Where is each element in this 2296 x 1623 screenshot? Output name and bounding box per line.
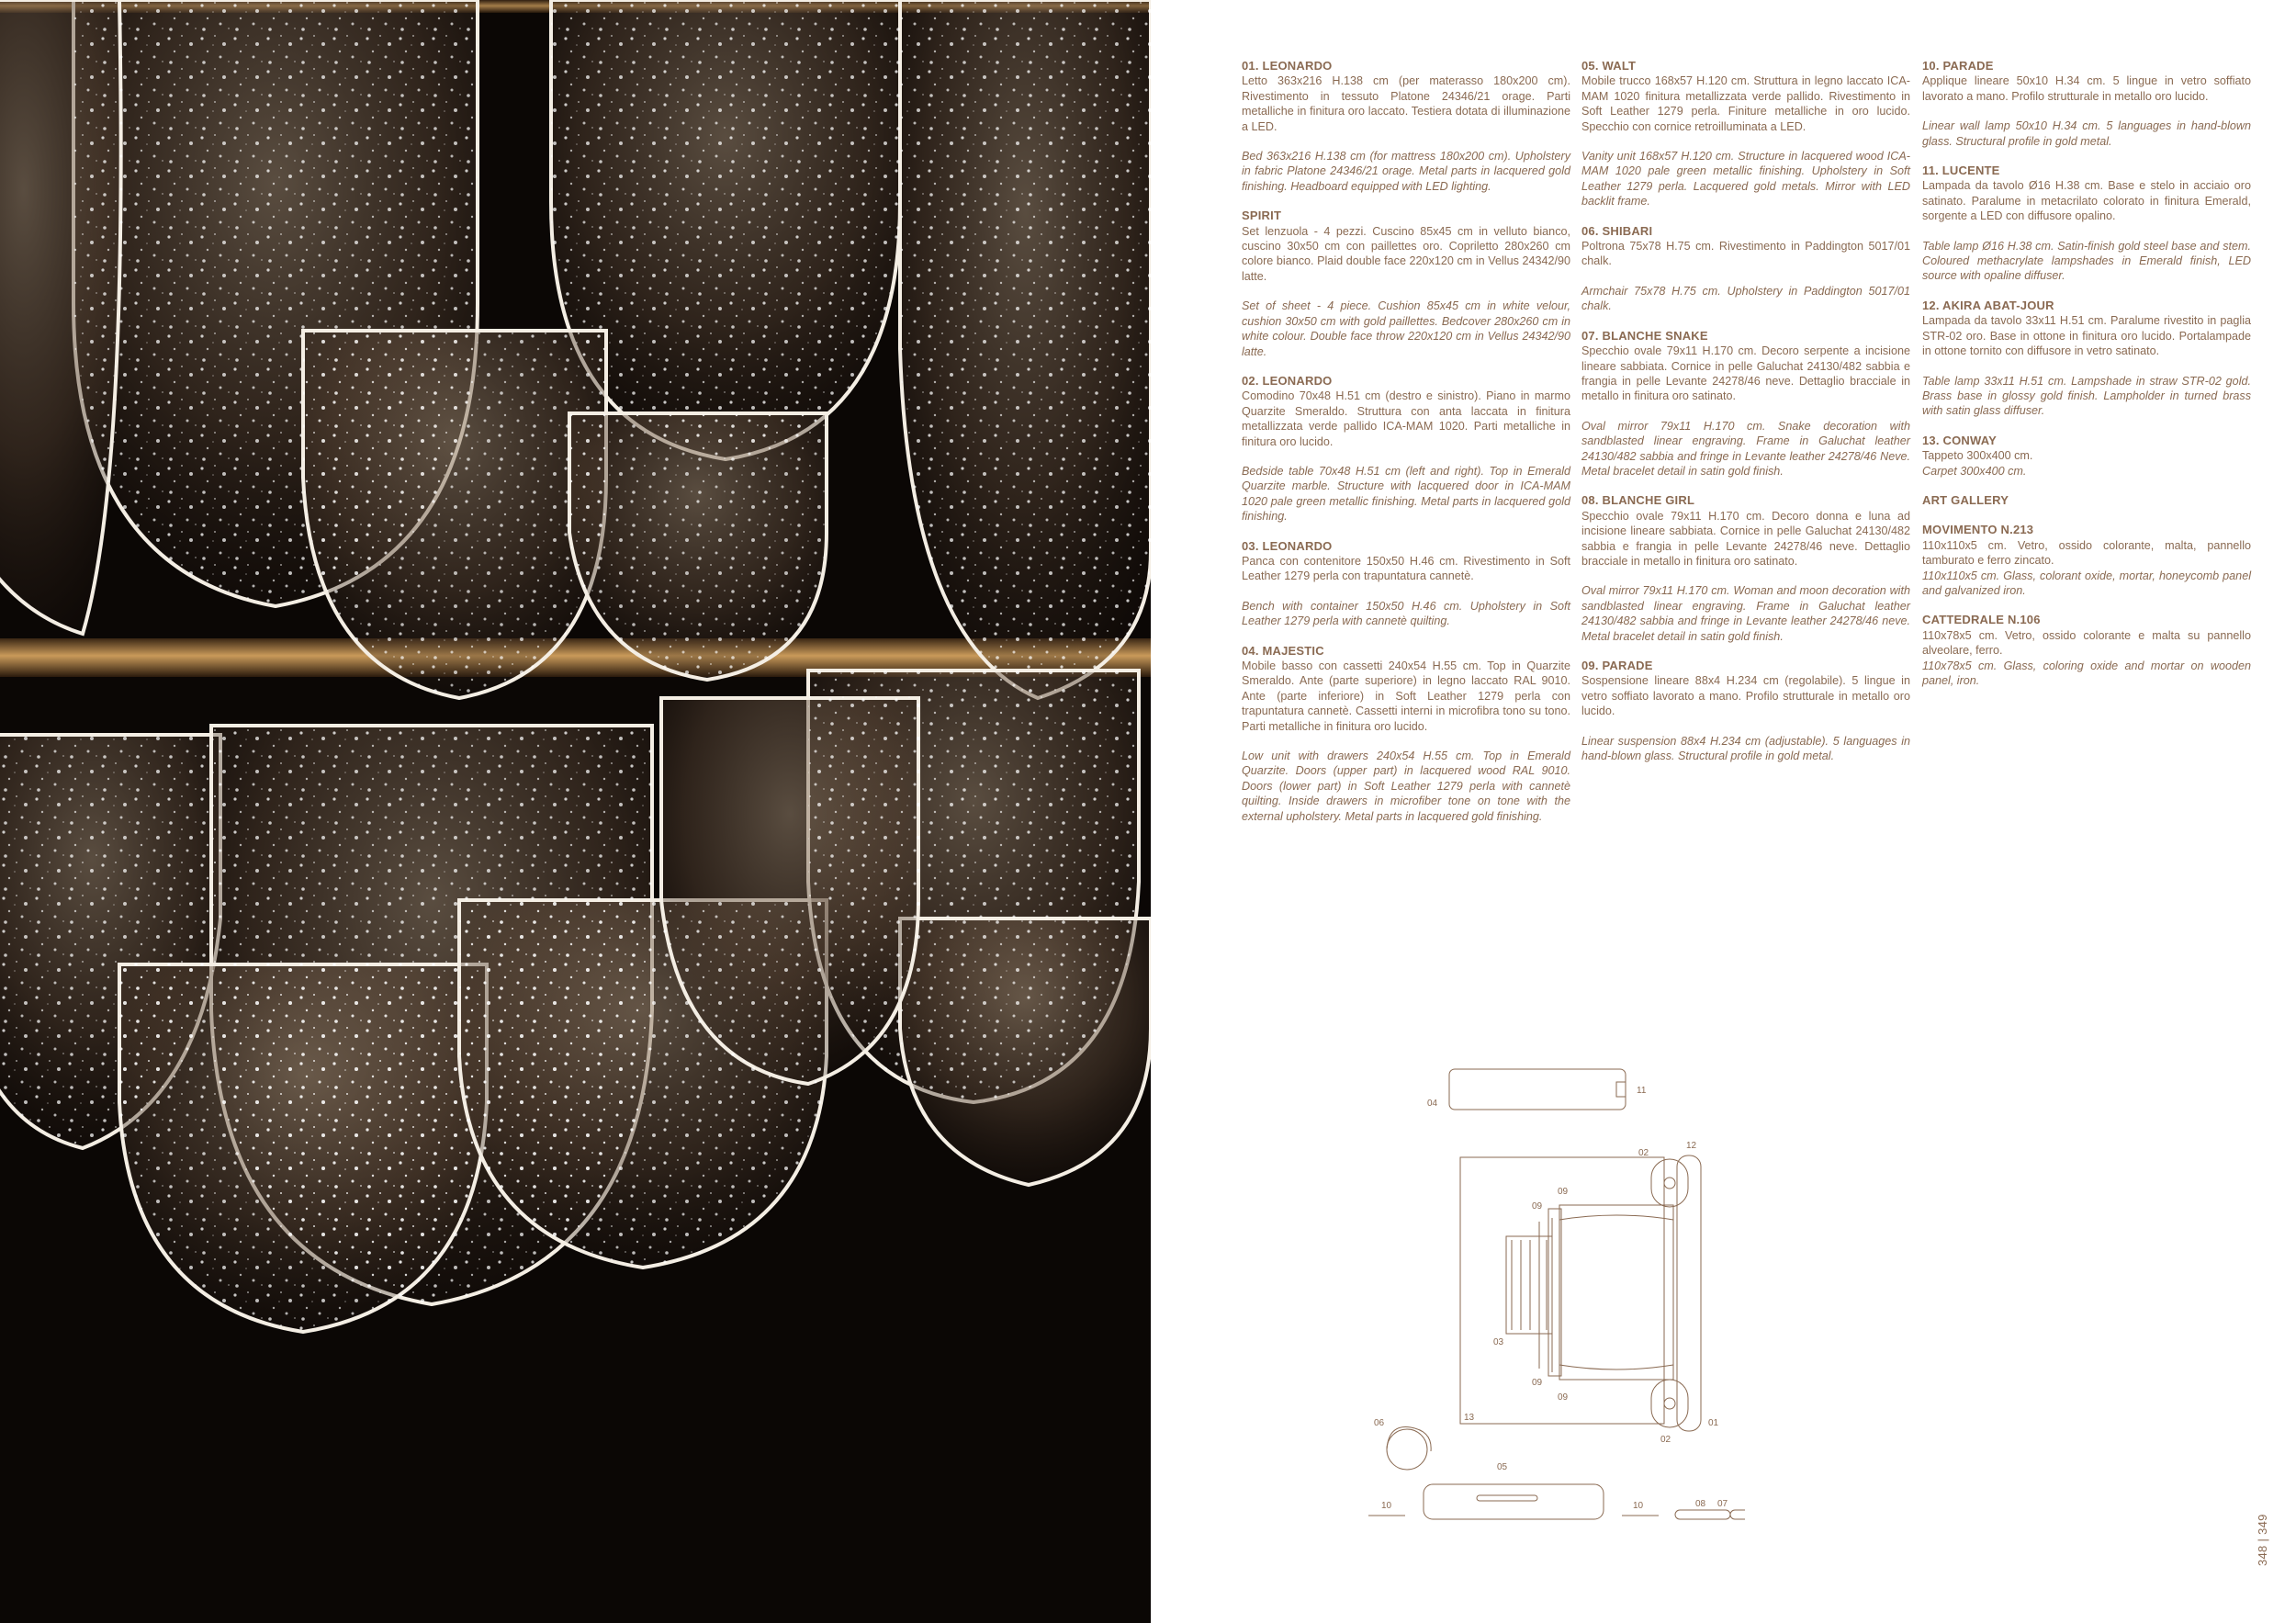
- entry-english-description: 110x78x5 cm. Glass, coloring oxide and mortar on wooden panel, iron.: [1922, 659, 2251, 687]
- entry-shibari: [1581, 224, 1910, 314]
- entry-english-description: Low unit with drawers 240x54 H.55 cm. Top in Emerald Quarzite. Doors (upper part) in lacquered wood RAL 9010. Doors (lower part) in Soft Leather 1279 perla with cannetè quilting. Inside drawers in microfiber tone on tone with the external upholstery. Metal parts in lacquered gold finishing.: [1242, 750, 1570, 823]
- entry-title: 02. LEONARDO: [1242, 373, 1333, 388]
- plan-label: 10: [1633, 1501, 1644, 1511]
- section-art-gallery: [1922, 493, 2251, 508]
- entry-movimento: [1922, 523, 2251, 598]
- plan-label: 13: [1464, 1413, 1475, 1423]
- entry-italian-description: Sospensione lineare 88x4 H.234 cm (regolabile). 5 lingue in vetro soffiato lavorato a mano. Profilo strutturale in metallo oro lucido.: [1581, 674, 1910, 718]
- entry-title: 10. PARADE: [1922, 59, 1994, 73]
- entry-english-description: Linear suspension 88x4 H.234 cm (adjustable). 5 languages in hand-blown glass. Structural profile in gold metal.: [1581, 734, 1910, 763]
- entry-english-description: Vanity unit 168x57 H.120 cm. Structure in lacquered wood ICA-MAM 1020 pale green metallic finishing. Upholstery in Soft Leather 1279 perla. Lacquered gold metals. Mirror with LED backlit frame.: [1581, 150, 1910, 209]
- floor-plan-diagram: [1359, 1056, 1745, 1534]
- entry-title: 06. SHIBARI: [1581, 223, 1653, 238]
- entry-title: 08. BLANCHE GIRL: [1581, 493, 1695, 508]
- entry-english-description: Oval mirror 79x11 H.170 cm. Woman and moon decoration with sandblasted linear engraving. Frame in Galuchat leather 24130/482 sabbia and fringe in Levante leather 24278/46 neve. Metal bracelet detail in satin gold finish.: [1581, 584, 1910, 643]
- section-title: ART GALLERY: [1922, 492, 2009, 507]
- entry-english-description: Table lamp 33x11 H.51 cm. Lampshade in straw STR-02 gold. Brass base in glossy gold finish. Lampholder in turned brass with satin glass diffuser.: [1922, 374, 2251, 418]
- entry-english-description: Oval mirror 79x11 H.170 cm. Snake decoration with sandblasted linear engraving. Frame in Galuchat leather 24130/482 sabbia and fringe in Levante leather 24278/46 Neve. Metal bracelet detail in satin gold finish.: [1581, 419, 1910, 478]
- entry-english-description: Bed 363x216 H.138 cm (for mattress 180x200 cm). Upholstery in fabric Platone 24346/21 orage. Metal parts in lacquered gold finishing. Headboard equipped with LED lighting.: [1242, 150, 1570, 193]
- entry-english-description: Carpet 300x400 cm.: [1922, 464, 2027, 478]
- entry-leonardo-bedside: [1242, 374, 1570, 524]
- plan-label: 11: [1637, 1086, 1647, 1096]
- entry-italian-description: Lampada da tavolo 33x11 H.51 cm. Paralume rivestito in paglia STR-02 oro. Base in ottone in finitura oro lucido. Portalampade in ottone tornito con diffusore in vetro satinato.: [1922, 314, 2251, 358]
- entry-conway: [1922, 434, 2251, 479]
- plan-label: 03: [1493, 1337, 1504, 1347]
- text-column-3: [1922, 59, 2251, 703]
- plan-label: 07: [1717, 1499, 1728, 1509]
- entry-english-description: Bedside table 70x48 H.51 cm (left and right). Top in Emerald Quarzite marble. Structure with lacquered door in ICA-MAM 1020 pale green metallic finishing. Metal parts in lacquered gold finishing.: [1242, 464, 1570, 524]
- entry-italian-description: Mobile basso con cassetti 240x54 H.55 cm. Top in Quarzite Smeraldo. Ante (parte superiore) in legno laccato RAL 9010. Ante (parte inferiore) in Soft Leather 1279 perla con trapuntatura cannetè. Cassetti interni in microfibra tono su tono. Parti metalliche in finitura oro lucido.: [1242, 659, 1570, 733]
- entry-italian-description: Applique lineare 50x10 H.34 cm. 5 lingue in vetro soffiato lavorato a mano. Profilo strutturale in metallo oro lucido.: [1922, 74, 2251, 103]
- entry-english-description: Bench with container 150x50 H.46 cm. Upholstery in Soft Leather 1279 perla with cannetè quilting.: [1242, 599, 1570, 628]
- entry-italian-description: Specchio ovale 79x11 H.170 cm. Decoro donna e luna ad incisione lineare sabbiata. Cornice in pelle Galuchat 24130/482 sabbia e frangia in pelle Levante 24278/46 neve. Dettaglio bracciale in metallo in finitura oro satinato.: [1581, 509, 1910, 568]
- entry-title: CATTEDRALE N.106: [1922, 613, 2041, 627]
- entry-majestic: [1242, 644, 1570, 824]
- entry-italian-description: Tappeto 300x400 cm.: [1922, 449, 2033, 463]
- plan-bedside-top: [1651, 1159, 1688, 1207]
- entry-italian-description: Letto 363x216 H.138 cm (per materasso 180x200 cm). Rivestimento in tessuto Platone 24346/21 orage. Parti metalliche in finitura oro laccato. Testiera dotata di illuminazione a LED.: [1242, 74, 1570, 133]
- plan-carpet: [1460, 1157, 1664, 1424]
- entry-italian-description: 110x110x5 cm. Vetro, ossido colorante, malta, pannello tamburato e ferro zincato.: [1922, 538, 2251, 568]
- entry-title: SPIRIT: [1242, 209, 1282, 223]
- entry-title: 09. PARADE: [1581, 659, 1653, 672]
- entry-title: 07. BLANCHE SNAKE: [1581, 328, 1708, 343]
- text-column-1: [1242, 59, 1570, 839]
- entry-cattedrale: [1922, 613, 2251, 688]
- entry-title: 03. LEONARDO: [1242, 538, 1333, 553]
- entry-italian-description: Comodino 70x48 H.51 cm (destro e sinistro). Piano in marmo Quarzite Smeraldo. Struttura con anta laccata in finitura metallizzata verde pallido ICA-MAM 1020. Parti metalliche in finitura oro lucido.: [1242, 389, 1570, 448]
- entry-akira: [1922, 299, 2251, 419]
- entry-english-description: Set of sheet - 4 piece. Cushion 85x45 cm in white velour, cushion 30x50 cm with gold paillettes. Bedcover 280x260 cm in white colour. Double face throw 220x120 cm in Vellus 24342/90 latte.: [1242, 299, 1570, 358]
- entry-title: MOVIMENTO N.213: [1922, 523, 2034, 537]
- entry-parade-suspension: [1581, 659, 1910, 763]
- plan-label: 08: [1695, 1499, 1706, 1509]
- plan-label: 09: [1558, 1187, 1569, 1197]
- entry-title: 01. LEONARDO: [1242, 59, 1333, 73]
- entry-walt: [1581, 59, 1910, 209]
- plan-label: 01: [1708, 1418, 1719, 1428]
- entry-title: 13. CONWAY: [1922, 433, 1997, 447]
- plan-label: 12: [1686, 1141, 1697, 1151]
- plan-bench: [1506, 1236, 1552, 1334]
- entry-title: 12. AKIRA ABAT-JOUR: [1922, 298, 2054, 312]
- plan-label: 06: [1374, 1418, 1385, 1428]
- plan-label: 02: [1638, 1148, 1649, 1158]
- entry-english-description: Table lamp Ø16 H.38 cm. Satin-finish gold steel base and stem. Coloured methacrylate lampshades in Emerald finish, LED source with opaline diffuser.: [1922, 239, 2251, 283]
- entry-italian-description: Set lenzuola - 4 pezzi. Cuscino 85x45 cm in velluto bianco, cuscino 30x50 cm con paillettes oro. Copriletto 280x260 cm colore bianco. Plaid double face 220x120 cm in Vellus 24342/90 latte.: [1242, 224, 1570, 283]
- entry-italian-description: Panca con contenitore 150x50 H.46 cm. Rivestimento in Soft Leather 1279 perla con trapuntatura cannetè.: [1242, 554, 1570, 583]
- entry-italian-description: Lampada da tavolo Ø16 H.38 cm. Base e stelo in acciaio oro satinato. Paralume in metacrilato colorato in finitura Emerald, sorgente a LED con diffusore opalino.: [1922, 179, 2251, 223]
- entry-italian-description: 110x78x5 cm. Vetro, ossido colorante e malta su pannello alveolare, ferro.: [1922, 628, 2251, 658]
- entry-parade-wall: [1922, 59, 2251, 149]
- entry-italian-description: Specchio ovale 79x11 H.170 cm. Decoro serpente a incisione lineare sabbiata. Cornice in pelle Galuchat 24130/482 sabbia e frangia in pelle Levante 24278/46 neve. Dettaglio bracciale in metallo in finitura oro satinato.: [1581, 344, 1910, 403]
- plan-label: 04: [1427, 1099, 1438, 1109]
- page-number: 348 | 349: [2256, 1514, 2269, 1566]
- entry-italian-description: Mobile trucco 168x57 H.120 cm. Struttura in legno laccato ICA-MAM 1020 finitura metallizzata verde pallido. Rivestimento in Soft Leather 1279 perla. Finiture metalliche in oro lucido. Specchio con cornice retroilluminata a LED.: [1581, 74, 1910, 133]
- plan-label: 02: [1660, 1435, 1671, 1445]
- plan-label: 05: [1497, 1462, 1508, 1472]
- entry-spirit: [1242, 209, 1570, 359]
- entry-lucente: [1922, 163, 2251, 284]
- entry-italian-description: Poltrona 75x78 H.75 cm. Rivestimento in Paddington 5017/01 chalk.: [1581, 240, 1910, 268]
- plan-bedside-bottom: [1651, 1380, 1688, 1427]
- entry-blanche-girl: [1581, 493, 1910, 644]
- entry-leonardo-bench: [1242, 539, 1570, 629]
- entry-title: 05. WALT: [1581, 59, 1637, 73]
- plan-label: 09: [1532, 1201, 1543, 1212]
- entry-title: 04. MAJESTIC: [1242, 643, 1324, 658]
- plan-vanity: [1424, 1484, 1604, 1519]
- entry-title: 11. LUCENTE: [1922, 163, 2000, 178]
- plan-label: 10: [1381, 1501, 1392, 1511]
- plan-headboard: [1677, 1155, 1701, 1431]
- entry-english-description: 110x110x5 cm. Glass, colorant oxide, mortar, honeycomb panel and galvanized iron.: [1922, 569, 2251, 597]
- plan-label: 09: [1558, 1392, 1569, 1403]
- plan-bed: [1559, 1205, 1673, 1380]
- entry-english-description: Linear wall lamp 50x10 H.34 cm. 5 languages in hand-blown glass. Structural profile in gold metal.: [1922, 119, 2251, 148]
- entry-english-description: Armchair 75x78 H.75 cm. Upholstery in Paddington 5017/01 chalk.: [1581, 284, 1910, 313]
- entry-blanche-snake: [1581, 329, 1910, 479]
- plan-majestic-unit: [1449, 1069, 1626, 1110]
- plan-label: 09: [1532, 1378, 1543, 1388]
- text-column-2: [1581, 59, 1910, 778]
- entry-leonardo-bed: [1242, 59, 1570, 194]
- plan-armchair: [1387, 1429, 1427, 1470]
